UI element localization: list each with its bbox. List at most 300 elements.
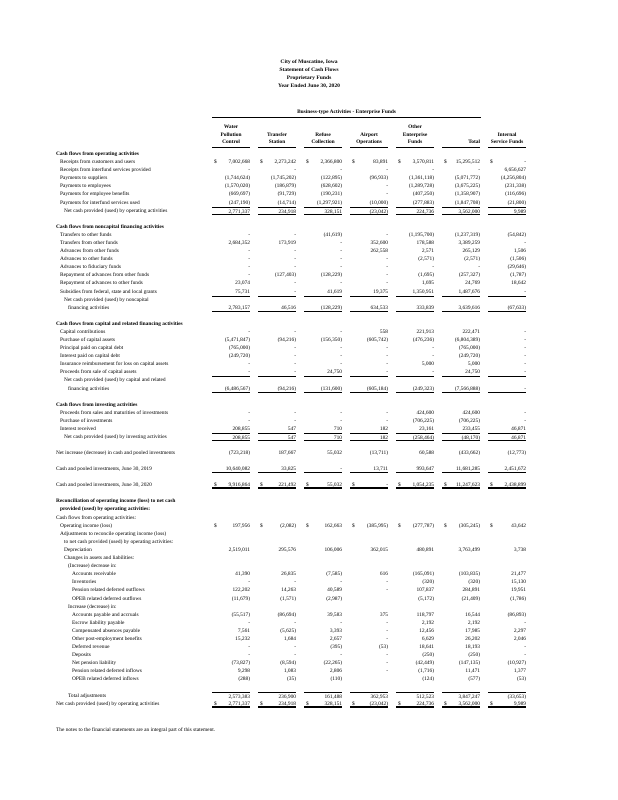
fund-type: Proprietary Funds xyxy=(286,75,332,81)
value-cell xyxy=(434,586,480,594)
cell-value: 118,797 xyxy=(416,611,434,618)
cell-value: (1,571) xyxy=(280,595,296,602)
cell-value: 12,456 xyxy=(419,627,434,634)
table-row xyxy=(56,336,526,344)
currency-symbol: $ xyxy=(306,522,309,529)
value-cell xyxy=(480,692,526,700)
cell-value: - xyxy=(340,652,342,659)
cell-value: 75,731 xyxy=(235,288,250,295)
value-cell xyxy=(204,409,250,417)
section-heading-row xyxy=(56,320,526,328)
cell-value: (127,403) xyxy=(274,272,296,279)
column-header: Water Pollution Control xyxy=(212,124,250,148)
cell-value xyxy=(350,603,388,611)
cell-value: (21,409) xyxy=(461,595,480,602)
currency-symbol: $ xyxy=(260,522,263,529)
cell-value: - xyxy=(524,619,526,626)
cell-value xyxy=(258,376,296,384)
cell-value: (55,517) xyxy=(231,611,250,618)
value-cell xyxy=(342,667,388,675)
value-cell xyxy=(388,150,434,158)
cell-value: 2,519,011 xyxy=(228,546,250,553)
value-cell xyxy=(434,635,480,643)
value-cell xyxy=(480,578,526,586)
value-cell xyxy=(250,586,296,594)
cell-value: (1,787) xyxy=(510,272,526,279)
table-row xyxy=(56,675,526,683)
value-cell xyxy=(296,675,342,683)
table-row xyxy=(56,651,526,659)
value-cell xyxy=(388,570,434,578)
cell-value: (257,327) xyxy=(458,272,480,279)
table-row xyxy=(56,352,526,360)
value-cell xyxy=(388,199,434,207)
cell-value: (48,170) xyxy=(442,433,480,441)
cell-value: (249,720) xyxy=(228,353,250,360)
cell-value xyxy=(350,150,388,158)
cell-value: (1,786) xyxy=(510,595,526,602)
table-row xyxy=(56,692,526,700)
value-cell xyxy=(342,514,388,522)
cell-value: - xyxy=(340,167,342,174)
cell-value: - xyxy=(248,417,250,424)
value-cell xyxy=(296,150,342,158)
value-cell xyxy=(296,425,342,433)
value-cell xyxy=(296,522,342,530)
value-cell xyxy=(434,263,480,271)
value-cell xyxy=(204,166,250,174)
cell-value: 2,438,899 xyxy=(488,481,526,489)
cell-value: - xyxy=(386,272,388,279)
value-cell xyxy=(296,409,342,417)
cell-value xyxy=(442,497,480,505)
table-row xyxy=(56,611,526,619)
cell-value: 39,583 xyxy=(327,611,342,618)
cell-value: 5,000 xyxy=(421,361,434,368)
value-cell xyxy=(250,182,296,190)
row-label: OPEB related deferred inflows xyxy=(72,676,139,683)
cell-value: (94,216) xyxy=(258,385,296,393)
value-cell xyxy=(434,288,480,296)
value-cell xyxy=(388,231,434,239)
value-cell xyxy=(204,667,250,675)
value-cell xyxy=(342,651,388,659)
cell-value: (14,714) xyxy=(277,199,296,206)
cell-value: 3,639,616 xyxy=(442,304,480,312)
cell-value: - xyxy=(524,239,526,246)
cell-value: - xyxy=(524,328,526,335)
cell-value: - xyxy=(294,248,296,255)
value-cell xyxy=(434,207,480,215)
value-cell xyxy=(204,199,250,207)
cell-value xyxy=(396,562,434,570)
cell-value xyxy=(488,497,526,505)
cell-value: 3,763,499 xyxy=(458,546,480,553)
value-cell xyxy=(250,578,296,586)
row-label: Other post-employment benefits xyxy=(72,635,142,642)
value-cell xyxy=(204,425,250,433)
value-cell xyxy=(342,417,388,425)
cell-value xyxy=(212,505,250,513)
cell-value: 2,573,383 xyxy=(212,692,250,700)
value-cell xyxy=(480,158,526,166)
value-cell xyxy=(296,166,342,174)
value-cell xyxy=(296,667,342,675)
value-cell xyxy=(204,207,250,215)
value-cell xyxy=(250,368,296,376)
value-cell xyxy=(296,296,342,304)
value-cell xyxy=(296,562,342,570)
value-cell xyxy=(296,603,342,611)
value-cell xyxy=(204,360,250,368)
value-cell xyxy=(204,465,250,473)
cell-value: (1,695) xyxy=(418,272,434,279)
value-cell xyxy=(342,352,388,360)
value-cell xyxy=(296,643,342,651)
row-label: Proceeds from sale of capital assets xyxy=(60,369,137,376)
value-cell xyxy=(480,546,526,554)
cell-value: (13,711) xyxy=(369,450,388,457)
value-cell xyxy=(250,530,296,538)
cell-value: 424,600 xyxy=(462,409,480,416)
value-cell xyxy=(434,497,480,505)
cell-value: 182 xyxy=(350,433,388,441)
row-label: Cash flows from investing activities xyxy=(56,401,138,408)
value-cell xyxy=(388,449,434,457)
value-cell xyxy=(434,530,480,538)
cell-value: - xyxy=(386,635,388,642)
value-cell xyxy=(296,570,342,578)
value-cell xyxy=(250,433,296,441)
table-row xyxy=(56,425,526,433)
value-cell xyxy=(204,401,250,409)
value-cell xyxy=(480,182,526,190)
cell-value: - xyxy=(524,288,526,295)
currency-symbol: $ xyxy=(352,700,355,707)
cell-value: (186,879) xyxy=(274,183,296,190)
cell-value: - xyxy=(294,409,296,416)
cell-value: (5,172) xyxy=(418,595,434,602)
value-cell xyxy=(434,433,480,441)
value-cell xyxy=(342,239,388,247)
value-cell xyxy=(296,385,342,393)
cell-value: - xyxy=(524,353,526,360)
value-cell xyxy=(480,643,526,651)
currency-symbol: $ xyxy=(260,482,263,489)
cell-value: - xyxy=(294,353,296,360)
value-cell xyxy=(434,344,480,352)
value-cell xyxy=(342,643,388,651)
value-cell xyxy=(342,530,388,538)
cell-value: 284,891 xyxy=(462,587,480,594)
value-cell xyxy=(434,255,480,263)
row-label: Escrow liability payable xyxy=(72,619,125,626)
cell-value: - xyxy=(340,409,342,416)
value-cell xyxy=(434,401,480,409)
value-cell xyxy=(434,336,480,344)
cell-value: (2,571) xyxy=(464,256,480,263)
value-cell xyxy=(250,659,296,667)
value-cell xyxy=(250,190,296,198)
value-cell xyxy=(342,586,388,594)
value-cell xyxy=(388,401,434,409)
value-cell xyxy=(250,352,296,360)
value-cell xyxy=(204,247,250,255)
table-row xyxy=(56,514,526,522)
value-cell xyxy=(204,586,250,594)
cell-value: (250) xyxy=(468,652,480,659)
cell-value: (395) xyxy=(330,644,342,651)
value-cell xyxy=(388,538,434,546)
value-cell xyxy=(434,239,480,247)
row-label: Total adjustments xyxy=(68,692,107,699)
row-label: financing activities xyxy=(68,304,110,311)
cell-value xyxy=(258,296,296,304)
value-cell xyxy=(250,570,296,578)
row-label: Cash flows from operating activities xyxy=(56,151,139,157)
cell-value xyxy=(304,150,342,158)
cell-value: 40,589 xyxy=(327,587,342,594)
value-cell xyxy=(250,692,296,700)
cell-value: (94,216) xyxy=(277,336,296,343)
cell-value: (765,000) xyxy=(458,345,480,352)
cell-value: 13,711 xyxy=(350,465,388,473)
value-cell xyxy=(250,344,296,352)
table-row xyxy=(56,231,526,239)
value-cell xyxy=(480,627,526,635)
currency-symbol: $ xyxy=(306,700,309,707)
value-cell xyxy=(204,635,250,643)
table-row xyxy=(56,578,526,586)
value-cell xyxy=(434,651,480,659)
table-row xyxy=(56,271,526,279)
cell-value: - xyxy=(294,644,296,651)
value-cell xyxy=(296,546,342,554)
cell-value xyxy=(258,603,296,611)
cell-value: - xyxy=(478,264,480,271)
cell-value: - xyxy=(248,409,250,416)
cell-value: - xyxy=(294,417,296,424)
value-cell xyxy=(204,449,250,457)
cell-value: (8,594) xyxy=(280,660,296,667)
cell-value: (247,190) xyxy=(228,199,250,206)
cell-value: (385,995) xyxy=(366,522,388,529)
row-label: Repayment of advances to other funds xyxy=(60,280,143,287)
cell-value xyxy=(396,514,434,522)
value-cell xyxy=(434,296,480,304)
cell-value xyxy=(396,376,434,384)
value-cell xyxy=(250,595,296,603)
table-row xyxy=(56,360,526,368)
column-header: Total xyxy=(442,139,480,148)
cell-value xyxy=(212,150,250,158)
section-heading-row xyxy=(56,505,526,513)
cell-value xyxy=(350,562,388,570)
value-cell xyxy=(480,247,526,255)
value-cell xyxy=(204,538,250,546)
cell-value: - xyxy=(386,345,388,352)
currency-symbol: $ xyxy=(444,522,447,529)
value-cell xyxy=(250,481,296,489)
cell-value: - xyxy=(386,191,388,198)
cell-value: 16,544 xyxy=(465,611,480,618)
value-cell xyxy=(388,320,434,328)
row-label: Interest paid on capital debt xyxy=(60,353,120,360)
cell-value xyxy=(258,497,296,505)
cell-value: (4,256,804) xyxy=(500,175,526,182)
cell-value: (1,237,319) xyxy=(454,231,480,238)
cell-value: 7,002,668 xyxy=(228,159,250,166)
cell-value: - xyxy=(524,417,526,424)
table-row xyxy=(56,263,526,271)
cell-value: 1,054,235 xyxy=(396,481,434,489)
cell-value: (277,883) xyxy=(412,199,434,206)
cell-value: 9,989 xyxy=(488,700,526,708)
currency-symbol: $ xyxy=(490,159,493,166)
value-cell xyxy=(434,570,480,578)
cell-value xyxy=(396,603,434,611)
cell-value xyxy=(396,296,434,304)
value-cell xyxy=(250,328,296,336)
value-cell xyxy=(434,538,480,546)
cell-value: 1,506 xyxy=(513,248,526,255)
value-cell xyxy=(204,603,250,611)
cell-value: - xyxy=(294,231,296,238)
value-cell xyxy=(434,328,480,336)
value-cell xyxy=(250,417,296,425)
value-cell xyxy=(250,271,296,279)
cell-value: - xyxy=(248,231,250,238)
currency-symbol: $ xyxy=(398,522,401,529)
value-cell xyxy=(204,627,250,635)
row-label: Net cash provided (used) by operating activities xyxy=(56,700,160,707)
value-cell xyxy=(342,223,388,231)
value-cell xyxy=(204,433,250,441)
value-cell xyxy=(204,182,250,190)
cell-value: - xyxy=(386,369,388,376)
value-cell xyxy=(342,546,388,554)
table-row xyxy=(56,182,526,190)
cell-value: (12,773) xyxy=(507,450,526,457)
value-cell xyxy=(342,578,388,586)
section-gap xyxy=(56,473,526,481)
row-label: Transfers from other funds xyxy=(60,239,118,246)
cell-value: 208,855 xyxy=(212,433,250,441)
row-label: Net cash provided (used) by noncapital xyxy=(64,296,149,303)
row-label: Cash flows from operating activities: xyxy=(56,514,136,521)
cell-value: (1,195,700) xyxy=(408,231,434,238)
cell-value xyxy=(258,562,296,570)
value-cell xyxy=(434,223,480,231)
cell-value xyxy=(396,505,434,513)
cell-value: - xyxy=(340,256,342,263)
value-cell xyxy=(250,255,296,263)
cell-value: 41,390 xyxy=(235,571,250,578)
column-header: Other Enterprise Funds xyxy=(396,124,434,148)
cell-value: 7,561 xyxy=(237,627,250,634)
cell-value: - xyxy=(248,167,250,174)
cell-value: (320) xyxy=(422,579,434,586)
column-headers xyxy=(204,122,526,148)
value-cell xyxy=(388,174,434,182)
section-heading-row xyxy=(56,150,526,158)
value-cell xyxy=(250,449,296,457)
value-cell xyxy=(250,643,296,651)
value-cell xyxy=(250,320,296,328)
value-cell xyxy=(342,481,388,489)
cell-value: - xyxy=(432,353,434,360)
value-cell xyxy=(342,279,388,287)
cell-value: (35) xyxy=(287,676,296,683)
row-label: Inventories xyxy=(72,579,97,586)
value-cell xyxy=(388,505,434,513)
value-cell xyxy=(434,481,480,489)
table-row xyxy=(56,158,526,166)
value-cell xyxy=(296,328,342,336)
value-cell xyxy=(388,603,434,611)
value-cell xyxy=(250,505,296,513)
value-cell xyxy=(250,401,296,409)
value-cell xyxy=(204,651,250,659)
value-cell xyxy=(388,514,434,522)
row-label: Advances to other funds xyxy=(60,256,113,263)
cell-value xyxy=(304,223,342,231)
cell-value: (605,742) xyxy=(366,336,388,343)
value-cell xyxy=(342,385,388,393)
cell-value xyxy=(350,675,388,683)
value-cell xyxy=(342,401,388,409)
cell-value: - xyxy=(294,579,296,586)
currency-symbol: $ xyxy=(214,159,217,166)
cell-value: - xyxy=(294,652,296,659)
cell-value: - xyxy=(294,328,296,335)
table-row xyxy=(56,304,526,312)
cell-value xyxy=(488,554,526,562)
value-cell xyxy=(480,166,526,174)
value-cell xyxy=(480,239,526,247)
value-cell xyxy=(480,651,526,659)
cell-value: (53) xyxy=(517,676,526,683)
cell-value: - xyxy=(432,369,434,376)
value-cell xyxy=(480,368,526,376)
cell-value: 2,192 xyxy=(421,619,434,626)
value-cell xyxy=(342,635,388,643)
table-row xyxy=(56,562,526,570)
cell-value xyxy=(304,320,342,328)
cell-value: - xyxy=(386,353,388,360)
value-cell xyxy=(388,182,434,190)
table-row xyxy=(56,279,526,287)
cell-value: 1,377 xyxy=(513,668,526,675)
table-row xyxy=(56,635,526,643)
cell-value xyxy=(212,376,250,384)
value-cell xyxy=(204,190,250,198)
value-cell xyxy=(480,279,526,287)
cell-value: 46,871 xyxy=(511,425,526,432)
cell-value: 328,151 xyxy=(304,700,342,708)
cell-value: (1,297,921) xyxy=(316,199,342,206)
value-cell xyxy=(434,368,480,376)
value-cell xyxy=(480,514,526,522)
value-cell xyxy=(296,497,342,505)
row-label: Receipts from interfund services provided xyxy=(60,167,151,174)
cell-value: 1,684 xyxy=(283,635,296,642)
value-cell xyxy=(296,360,342,368)
row-label: Cash flows from noncapital financing activities xyxy=(56,223,164,230)
cell-value xyxy=(258,401,296,409)
cell-value: - xyxy=(340,579,342,586)
value-cell xyxy=(296,692,342,700)
